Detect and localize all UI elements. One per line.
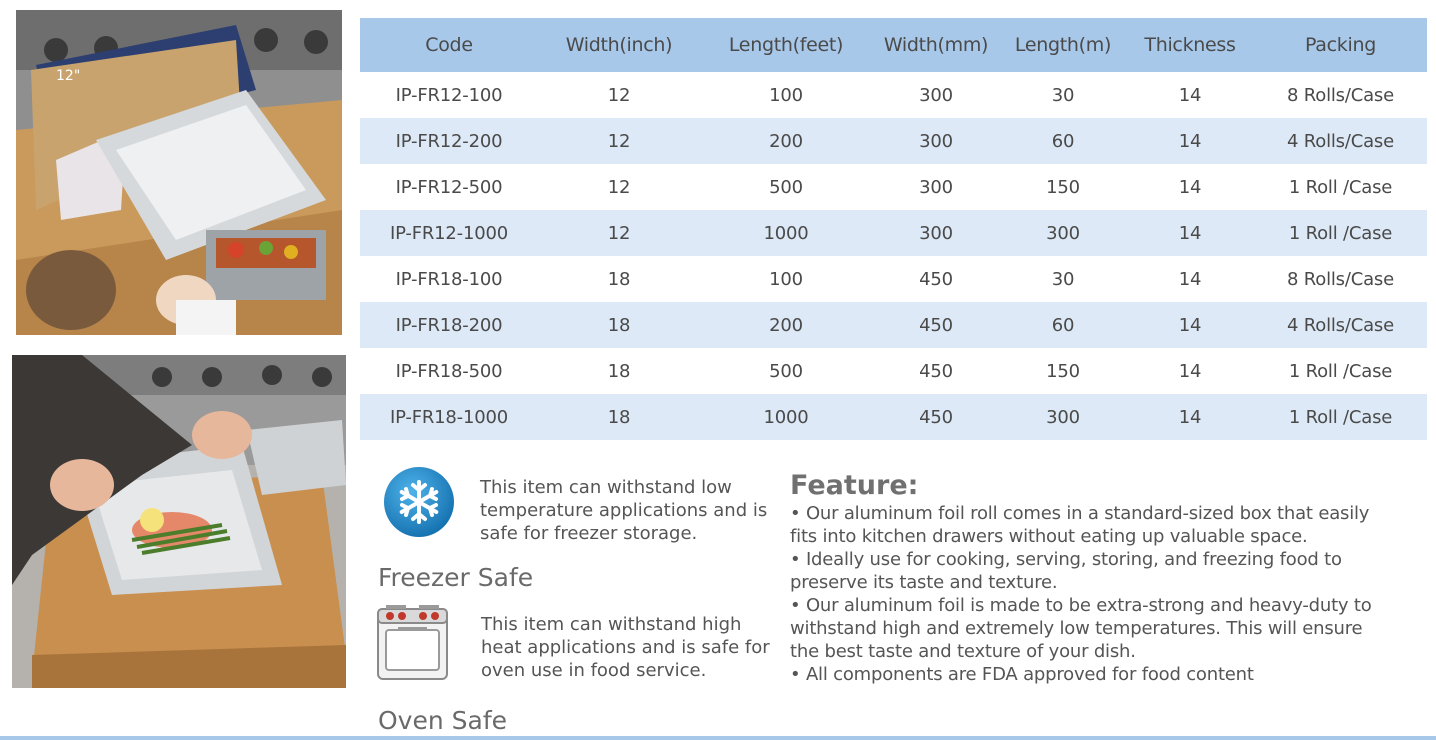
- cell-width-mm: 450: [872, 302, 1000, 348]
- table-row: [360, 394, 1427, 440]
- oven-icon: [376, 603, 449, 681]
- cell-packing: 1 Roll /Case: [1288, 176, 1393, 198]
- cell-length-feet: 1000: [700, 210, 872, 256]
- cell-packing: 1 Roll /Case: [1288, 360, 1393, 382]
- oven-safe-title: Oven Safe: [378, 706, 508, 735]
- header-width-inch: Width(inch): [538, 18, 700, 72]
- table-row: [360, 72, 1427, 118]
- cell-packing: 1 Roll /Case: [1254, 210, 1427, 256]
- spec-table: [360, 18, 1427, 440]
- table-row: [360, 348, 1427, 394]
- list-item: • Our aluminum foil roll comes in a standard-sized box that easily fits into kitchen drawers without eating up valuable space.: [790, 503, 1370, 547]
- list-item: • Our aluminum foil is made to be extra-strong and heavy-duty to withstand high and extremely low temperatures. This will ensure the best taste and texture of your dish.: [790, 595, 1372, 662]
- cell-length-m: 60: [1000, 118, 1126, 164]
- cell-length-m: 30: [1051, 84, 1075, 106]
- cell-length-m: 300: [1000, 210, 1126, 256]
- cell-width-mm: 300: [919, 176, 953, 198]
- cell-code: IP-FR18-100: [395, 268, 503, 290]
- cell-packing: 4 Rolls/Case: [1254, 302, 1427, 348]
- table-header-row: [360, 18, 1427, 72]
- cell-width-inch: 12: [607, 176, 631, 198]
- cell-width-inch: 18: [607, 360, 631, 382]
- cell-width-mm: 450: [872, 394, 1000, 440]
- cell-length-feet: 500: [769, 360, 803, 382]
- header-packing: Packing: [1254, 18, 1427, 72]
- cell-thickness: 14: [1126, 302, 1254, 348]
- cell-code: IP-FR12-200: [360, 118, 538, 164]
- header-code: Code: [360, 18, 538, 72]
- cell-code: IP-FR12-500: [395, 176, 503, 198]
- cell-packing: 1 Roll /Case: [1254, 394, 1427, 440]
- cell-width-inch: 18: [607, 268, 631, 290]
- freezer-description: This item can withstand low temperature applications and is safe for freezer storage.: [480, 477, 768, 544]
- header-length-m: Length(m): [1000, 18, 1126, 72]
- cell-width-inch: 12: [538, 118, 700, 164]
- cell-width-inch: 12: [538, 210, 700, 256]
- header-length-feet: Length(feet): [700, 18, 872, 72]
- cell-length-m: 300: [1000, 394, 1126, 440]
- cell-length-feet: 200: [700, 118, 872, 164]
- cell-length-feet: 100: [769, 84, 803, 106]
- snowflake-icon: [383, 466, 455, 538]
- table-row: [360, 164, 1427, 210]
- box-size-label: 12": [56, 68, 81, 84]
- list-item: • Ideally use for cooking, serving, storing, and freezing food to preserve its taste and texture.: [790, 549, 1342, 593]
- oven-description: This item can withstand high heat applications and is safe for oven use in food service.: [481, 614, 770, 681]
- cell-thickness: 14: [1126, 394, 1254, 440]
- cell-width-mm: 300: [872, 210, 1000, 256]
- header-thickness: Thickness: [1126, 18, 1254, 72]
- cell-length-m: 150: [1046, 176, 1080, 198]
- cell-packing: 8 Rolls/Case: [1287, 84, 1394, 106]
- cell-packing: 4 Rolls/Case: [1254, 118, 1427, 164]
- cell-code: IP-FR12-100: [395, 84, 503, 106]
- cell-packing: 8 Rolls/Case: [1287, 268, 1394, 290]
- cell-width-inch: 18: [538, 302, 700, 348]
- cell-thickness: 14: [1178, 268, 1202, 290]
- feature-title: Feature:: [790, 470, 919, 501]
- cell-length-feet: 200: [700, 302, 872, 348]
- list-item: • All components are FDA approved for food content: [790, 664, 1254, 685]
- header-width-mm: Width(mm): [872, 18, 1000, 72]
- cell-thickness: 14: [1178, 84, 1202, 106]
- cell-width-mm: 450: [919, 268, 953, 290]
- cell-thickness: 14: [1178, 360, 1202, 382]
- table-row: [360, 302, 1427, 348]
- cell-code: IP-FR12-1000: [360, 210, 538, 256]
- foil-packet-photo: [12, 355, 346, 688]
- cell-length-m: 30: [1051, 268, 1075, 290]
- cell-width-inch: 12: [607, 84, 631, 106]
- table-row: [360, 118, 1427, 164]
- cell-code: IP-FR18-200: [360, 302, 538, 348]
- cell-width-mm: 300: [919, 84, 953, 106]
- cell-thickness: 14: [1126, 118, 1254, 164]
- cell-length-m: 60: [1000, 302, 1126, 348]
- table-row: [360, 256, 1427, 302]
- cell-code: IP-FR18-500: [395, 360, 503, 382]
- cell-length-m: 150: [1046, 360, 1080, 382]
- cell-length-feet: 100: [769, 268, 803, 290]
- cell-width-mm: 450: [919, 360, 953, 382]
- feature-list: [790, 502, 1390, 686]
- foil-roll-photo: [16, 10, 342, 335]
- cell-thickness: 14: [1126, 210, 1254, 256]
- cell-width-inch: 18: [538, 394, 700, 440]
- table-row: [360, 210, 1427, 256]
- bottom-divider: [0, 736, 1436, 740]
- cell-length-feet: 500: [769, 176, 803, 198]
- cell-code: IP-FR18-1000: [360, 394, 538, 440]
- cell-length-feet: 1000: [700, 394, 872, 440]
- cell-thickness: 14: [1178, 176, 1202, 198]
- freezer-safe-title: Freezer Safe: [378, 563, 534, 592]
- cell-width-mm: 300: [872, 118, 1000, 164]
